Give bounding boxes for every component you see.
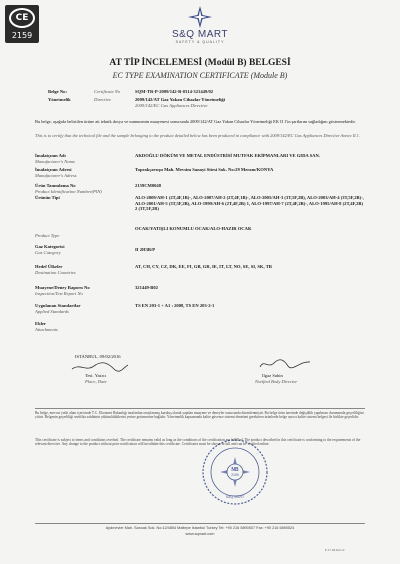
product-type-value: ALO-2009/AH-1 (2T,4F,1B)-, ALO-2007/AH-2 (2T,4F,1B)-, ALO-2005/AH-3 (3T,5F,2B), ALO-2003/AH-4 (3T,5F,2B)-, ALO-2001/AH-5 (3T,5F,2B), ALO-1999/AH-6 (2T,4F,2B) 1, ALO-1997/AH-7 (2T,4F,2B)-, ALO-1995/AH-8 (2T,4F,2B) 2 (3T,5F,2B) [135, 195, 364, 212]
countries-label-en: Destination Countries [35, 270, 76, 275]
address-value: Toprakçavuşu Mah. Mevsim Sanayi Sitesi Sok. No:29 Meram/KONYA [135, 167, 274, 172]
left-signature-icon [70, 361, 130, 373]
fineprint-en: This certificate is subject to terms and conditions overleaf. The certificate remains valid as long as the conditions of the certification are fulfilled. The product described in this certificate is conforming to the requirements of the relevant directive. Any change to the product without prior notification will invalidate this certificate. Certificates must be shown in full and can be verified online. [35, 438, 361, 447]
fineprint-divider [35, 408, 365, 409]
address-label: İmalatçının Adresi [35, 167, 72, 172]
page-code: F.17.04 Rev.0 [325, 548, 345, 552]
product-id-label: Ürün Tanımlama No [35, 183, 76, 188]
notified-body-number: 2159 [11, 31, 33, 40]
brand-name: S&Q MART [171, 29, 229, 40]
product-type-value-2: OCAK/YATIŞLI KONUMLU OCAK/ALO-HAZIR OCAK [135, 226, 252, 231]
product-type-label-en: Product Type [35, 233, 60, 238]
fineprint-tr: Bu belge, mevcut yetki alanı içerisinde T.C. Ekonomi Bakanlığı tarafından onaylanmış kuruluş olarak yapılan muayene ve deneyler sonucunda düzenlenmiştir. Bu belge ürün üzerinde değişiklik yapılması durumunda geçerliliğini yitirir. Belgenin geçerliliği sertifika sahibinin yükümlülüklerini yerine getirmesine bağlıdır. Yönetmelik kapsamında kalite güvence sistemi denetimi gerektiren ürünlerde belge ayrıca kalite sistemi belgesi ile birlikte geçerlidir. [35, 411, 364, 420]
footer-site: www.sqmart.com [185, 532, 215, 536]
right-signatory-role: Notified Body Director [255, 379, 298, 384]
ce-mark-symbol: CE [9, 8, 35, 28]
attachments-label-en: Attachments [35, 327, 58, 332]
notified-body-stamp [200, 437, 270, 512]
standards-value: TS EN 203-1 + A1 : 2008, TS EN 203-2-1 [135, 303, 215, 308]
cert-no-label-en: Certificate No [94, 89, 121, 94]
standards-label: Uygulanan Standartlar [35, 303, 81, 308]
brand-tag: SAFETY & QUALITY [175, 40, 225, 44]
cert-no-label-row [48, 89, 67, 95]
intro-tr: Bu belge, aşağıda belirtilen ürüne ait teknik dosya ve numunenin muayenesi sonucunda 2009/142/AT Gaz Yakan Cihazlar Yönetmeliği EK II 1'in şartlarını sağladığını göstermektedir. [35, 119, 356, 124]
directive-value-en: 2009/142/EC Gas Appliances Directive [135, 103, 208, 108]
star-logo-icon [185, 5, 215, 29]
gas-category-label: Gaz Kategorisi [35, 244, 65, 249]
footer-address: Aydınevler Mah. Sancak Sok. No:12/4854 Maltepe İstanbul Turkey Tel: +90 216 5890507 Fax: +90 216 5890524 [105, 526, 295, 530]
countries-label: Hedef Ülkeler [35, 264, 63, 269]
directive-label: Yönetmelik [48, 97, 71, 102]
ce-mark-logo [5, 5, 39, 43]
right-signatory-name: Ilgaz Sahin [262, 373, 283, 378]
intro-en: This is to certify that the technical file and the sample belonging to the product detailed below has been produced in compliance with 2009/142/EC Gas Appliances Directive Annex II.1. [35, 133, 360, 138]
gas-category-label-en: Gas Category [35, 250, 61, 255]
gas-category-value: II 2H3B/P [135, 247, 156, 252]
report-label: Muayene/Deney Raporu No [35, 285, 90, 290]
report-value: 321449-B02 [135, 285, 158, 290]
directive-value: 2009/142/AT Gaz Yakan Cihazlar Yönetmeliği [135, 97, 226, 102]
stamp-label: NB [231, 467, 239, 473]
standards-label-en: Applied Standards [35, 309, 69, 314]
countries-value: AT, CH, CY, CZ, DK, EE, FI, GB, GR, IE, IT, LT, NO, SE, SI, SK, TR [135, 264, 273, 269]
cert-no-label: Belge No: [48, 89, 68, 94]
place-date: ISTANBUL, 09/02/2016 [75, 354, 121, 359]
left-signatory-name: Test. Yazıcı [85, 373, 107, 378]
sq-mart-logo [160, 5, 240, 44]
directive-label-en: Directive [94, 97, 111, 102]
footer-divider [35, 523, 365, 524]
cert-no-value: SQM-TR-P-2009/142-B-0314-321449/02 [135, 89, 214, 94]
product-id-value: 2159CM0048 [135, 183, 162, 188]
stamp-number: 2159 [231, 473, 239, 477]
manufacturer-label-en: Manufacturer's Name [35, 159, 75, 164]
product-type-label: Ürünün Tipi [35, 195, 60, 200]
manufacturer-label: İmalatçının Adı [35, 153, 66, 158]
certificate-title: AT TİP İNCELEMESİ (Modül B) BELGESİ [109, 58, 291, 68]
attachments-label: Ekler [35, 321, 46, 326]
product-id-label-en: Product Identification Number(PIN) [35, 189, 102, 194]
stamp-text: S&Q MART [225, 495, 245, 499]
address-label-en: Manufacturer's Adress [35, 173, 77, 178]
manufacturer-value: AKDOĞLU DÖKÜM VE METAL ENDÜSTRİSİ MUTFAK EKİPMANLARI VE GIDA SAN. [135, 153, 320, 158]
report-label-en: Inspection/Test Report No [35, 291, 83, 296]
left-signatory-role: Place, Date [85, 379, 107, 384]
right-signature-icon [258, 357, 313, 371]
certificate-title-en: EC TYPE EXAMINATION CERTIFICATE (Module B) [112, 71, 288, 80]
